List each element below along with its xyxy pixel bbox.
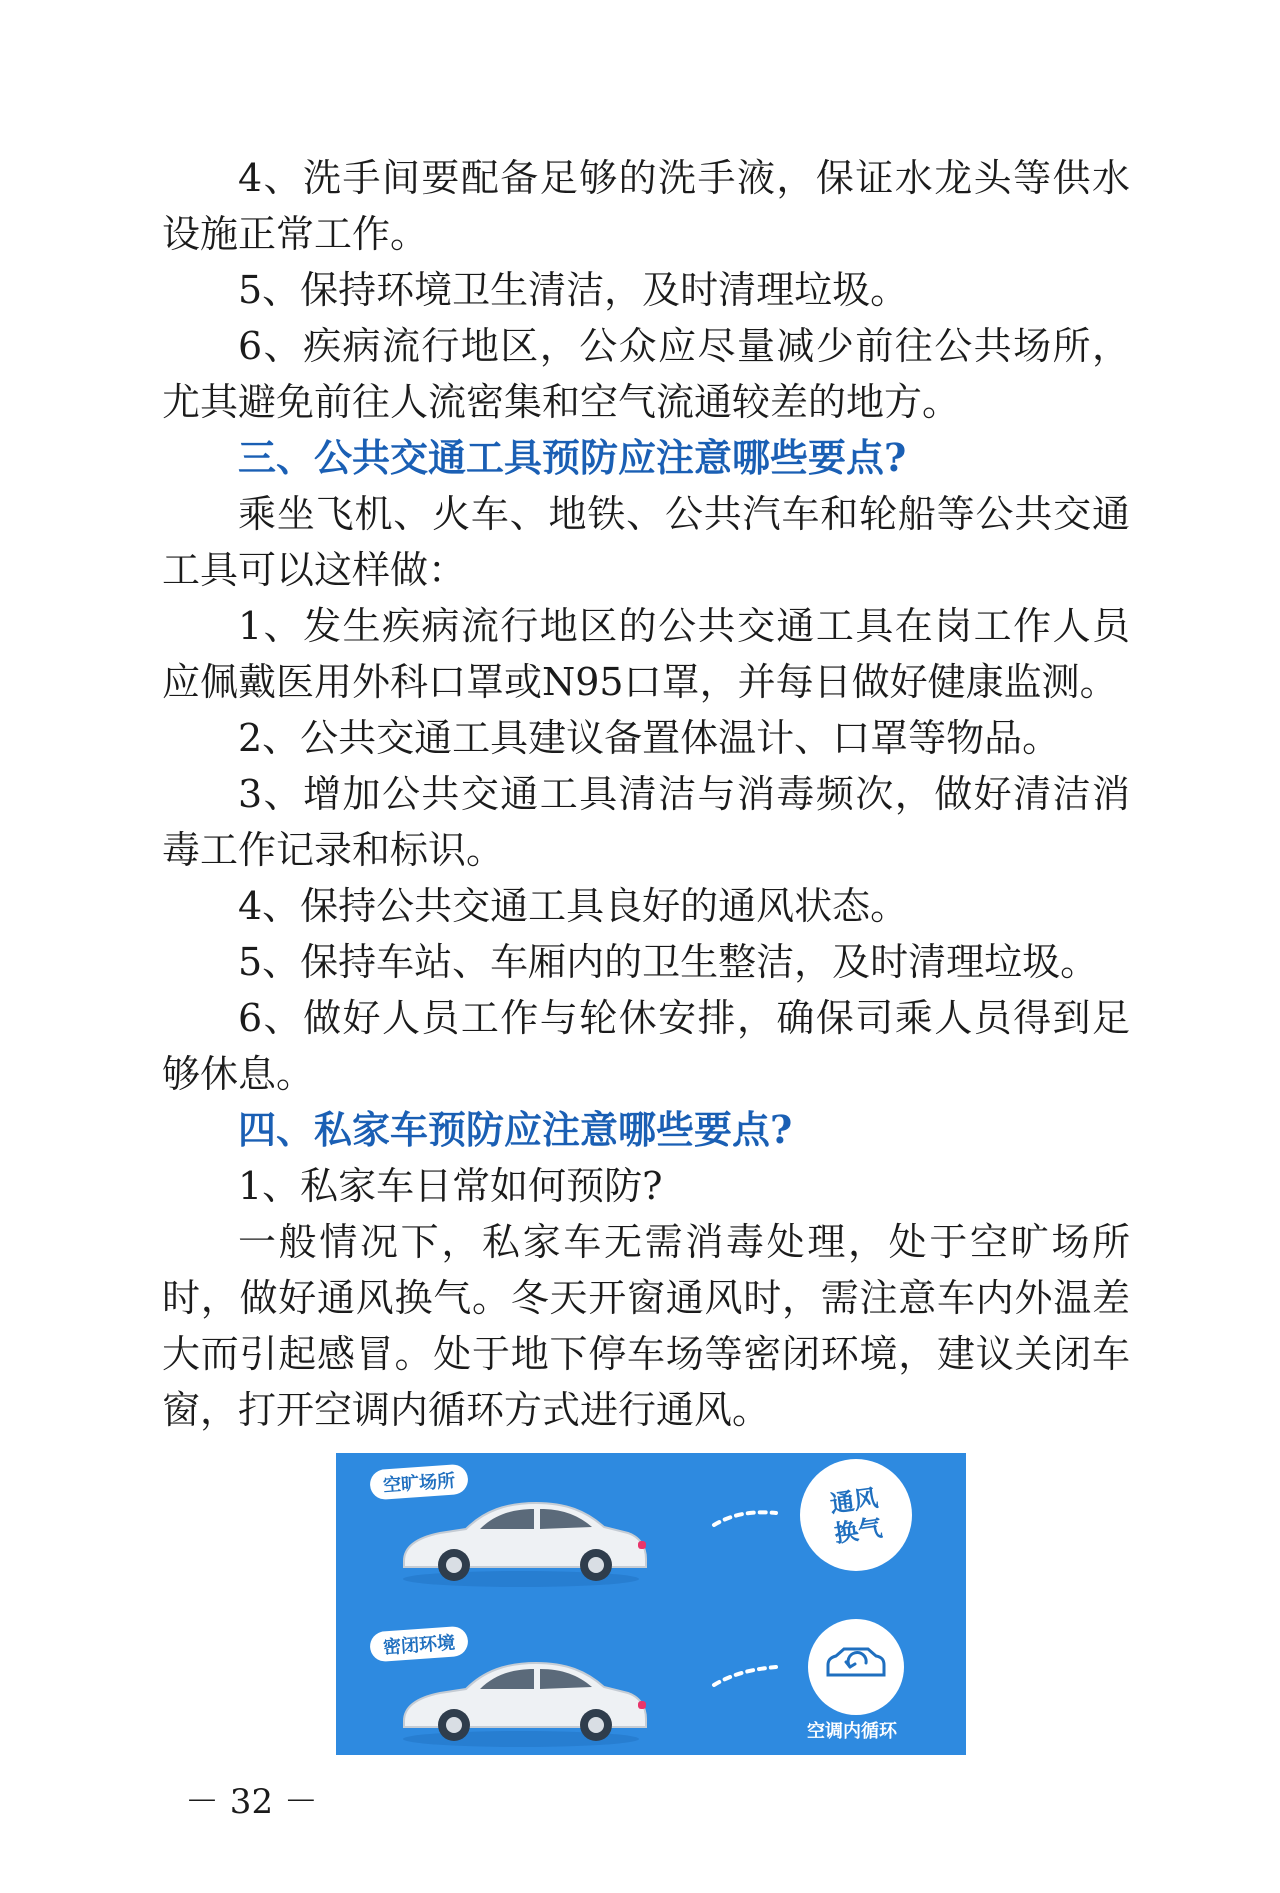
paragraph: 3、增加公共交通工具清洁与消毒频次，做好清洁消毒工作记录和标识。 (162, 772, 1130, 872)
paragraph: 乘坐飞机、火车、地铁、公共汽车和轮船等公共交通工具可以这样做： (162, 492, 1130, 592)
recirculation-bubble (808, 1619, 904, 1715)
paragraph: 5、保持环境卫生清洁，及时清理垃圾。 (238, 268, 909, 312)
open-space-label: 空旷场所 (382, 1470, 456, 1497)
ventilation-label-line1: 通风 (828, 1483, 880, 1519)
car-ventilation-illustration (336, 1453, 966, 1755)
section-heading-private-car: 四、私家车预防应注意哪些要点? (238, 1107, 793, 1152)
paragraph: 5、保持车站、车厢内的卫生整洁，及时清理垃圾。 (238, 940, 1099, 984)
recirculation-label: 空调内循环 (807, 1721, 897, 1742)
paragraph: 6、疾病流行地区，公众应尽量减少前往公共场所，尤其避免前往人流密集和空气流通较差的地方。 (162, 324, 1130, 424)
paragraph: 4、保持公共交通工具良好的通风状态。 (238, 884, 909, 928)
paragraph: 6、做好人员工作与轮休安排，确保司乘人员得到足够休息。 (162, 996, 1130, 1096)
body-text (162, 150, 1130, 1438)
paragraph: 4、洗手间要配备足够的洗手液，保证水龙头等供水设施正常工作。 (162, 156, 1130, 256)
paragraph: 1、私家车日常如何预防? (238, 1164, 663, 1208)
ventilation-bubble (800, 1459, 912, 1571)
ventilation-label-line2: 换气 (832, 1513, 884, 1549)
paragraph: 2、公共交通工具建议备置体温计、口罩等物品。 (238, 716, 1061, 760)
paragraph: 一般情况下，私家车无需消毒处理，处于空旷场所时，做好通风换气。冬天开窗通风时，需注意车内外温差大而引起感冒。处于地下停车场等密闭环境，建议关闭车窗，打开空调内循环方式进行通风。 (162, 1220, 1130, 1432)
closed-space-label: 密闭环境 (382, 1632, 456, 1659)
page-number: － 32 － (185, 1782, 318, 1822)
section-heading-public-transport: 三、公共交通工具预防应注意哪些要点? (238, 435, 907, 480)
paragraph: 1、发生疾病流行地区的公共交通工具在岗工作人员应佩戴医用外科口罩或N95口罩，并每日做好健康监测。 (162, 604, 1130, 704)
